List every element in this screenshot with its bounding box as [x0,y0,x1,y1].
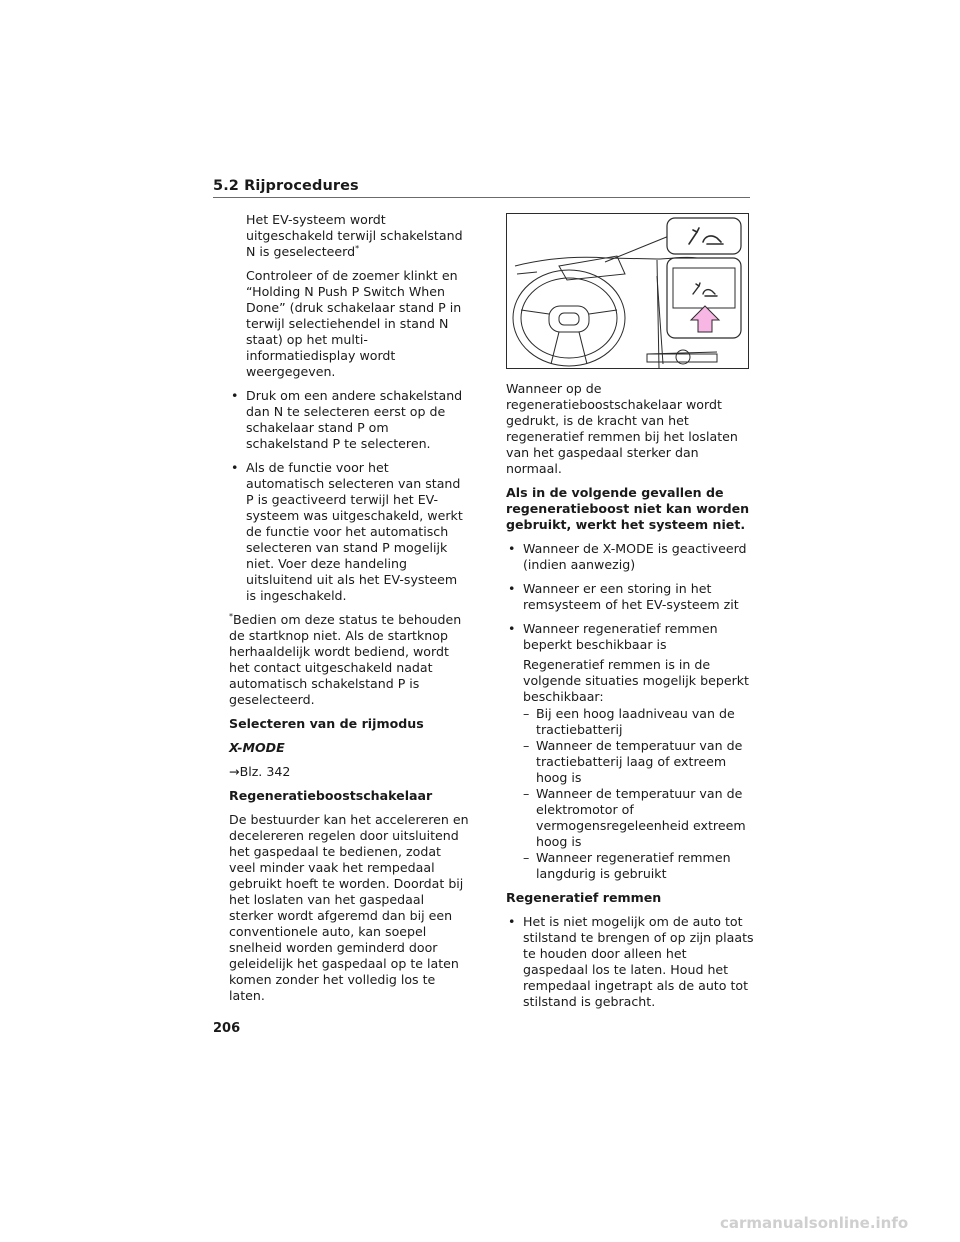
page-reference-link[interactable]: Blz. 342 [239,764,291,779]
heading-system-not-working: Als in de volgende gevallen de regeneratieboost niet kan worden gebruikt, werkt het systeem niet. [506,485,750,532]
footnote: *Bedien om deze status te behouden de startknop niet. Als de startknop herhaaldelijk wordt bediend, wordt het contact uitgeschakeld nadat automatisch schakelstand P is geselecteerd. [229,612,462,707]
bullet-marker: • [508,621,516,636]
heading-regen-boost-switch: Regeneratieboostschakelaar [229,788,433,803]
list-item: • Druk om een andere schakelstand dan N te selecteren eerst op de schakelaar stand P om schakelstand P te selecteren. [231,388,463,451]
bullet-marker: • [231,460,239,475]
paragraph-regen-description: De bestuurder kan het accelereren en decelereren regelen door uitsluitend het gaspedaal te bedienen, zodat veel minder vaak het rempedaal gebruikt hoeft te worden. Doordat bij het loslaten van het gaspedaal sterker wordt afgeremd dan bij een conventionele auto, kan soepel snelheid worden geminderd door geleidelijk het gaspedaal op te laten komen zonder het volledig los te laten. [229,812,469,1003]
bullet-marker: • [508,914,516,929]
dash-marker: – [523,738,530,753]
dash-marker: – [523,706,530,721]
bullet-marker: • [508,581,516,596]
heading-regen-braking: Regeneratief remmen [506,890,662,905]
bullet-marker: • [508,541,516,556]
paragraph-check-buzzer: Controleer of de zoemer klinkt en “Holding N Push P Switch When Done” (druk schakelaar stand P in terwijl selectiehendel in stand N staat) op het multi-informatiedisplay wordt weergegeven. [246,268,462,379]
left-column [229,212,469,1012]
paragraph-regen-boost-press: Wanneer op de regeneratieboostschakelaar wordt gedrukt, is de kracht van het regeneratief remmen bij het loslaten van het gaspedaal sterker dan normaal. [506,381,738,476]
heading-select-drive-mode: Selecteren van de rijmodus [229,716,424,731]
dashboard-figure [506,213,749,369]
bullet-marker: • [231,388,239,403]
sub-list-item: – Wanneer de temperatuur van de elektromotor of vermogensregeleenheid extreem hoog is [523,786,746,849]
paragraph-ev-off: Het EV-systeem wordt uitgeschakeld terwijl schakelstand N is geselecteerd* [246,212,463,259]
dash-marker: – [523,850,530,865]
dashboard-illustration [507,214,748,368]
list-item: • Wanneer regeneratief remmen beperkt beschikbaar is [508,621,718,652]
sub-list-item: – Wanneer regeneratief remmen langdurig is gebruikt [523,850,731,881]
right-column [506,381,754,1018]
watermark: carmanualsonline.info [720,1214,909,1232]
list-item: • Wanneer de X-MODE is geactiveerd (indien aanwezig) [508,541,747,572]
page-number: 206 [213,1021,241,1036]
dash-marker: – [523,786,530,801]
heading-x-mode: X-MODE [229,740,285,755]
list-item: • Wanneer er een storing in het remsysteem of het EV-systeem zit [508,581,739,612]
footnote-marker: * [355,244,360,253]
list-item: • Het is niet mogelijk om de auto tot stilstand te brengen of op zijn plaats te houden door alleen het gaspedaal los te laten. Houd het rempedaal ingetrapt als de auto tot stilstand is gebracht. [508,914,754,1009]
page-reference [229,764,469,780]
list-item: • Als de functie voor het automatisch selecteren van stand P is geactiveerd terwijl het EV-systeem was uitgeschakeld, werkt de functie voor het automatisch selecteren van stand P mogelijk niet. Voer deze handeling uitsluitend uit als het EV-systeem is ingeschakeld. [231,460,463,603]
sub-list-item: – Wanneer de temperatuur van de tractiebatterij laag of extreem hoog is [523,738,743,785]
sub-list [506,706,754,882]
paragraph-limited-regen: Regeneratief remmen is in de volgende situaties mogelijk beperkt beschikbaar: [523,657,749,704]
footnote-marker: * [229,612,233,621]
section-header: 5.2 Rijprocedures [213,178,750,198]
sub-list-item: – Bij een hoog laadniveau van de tractiebatterij [523,706,735,737]
arrow-icon: → [229,764,240,779]
